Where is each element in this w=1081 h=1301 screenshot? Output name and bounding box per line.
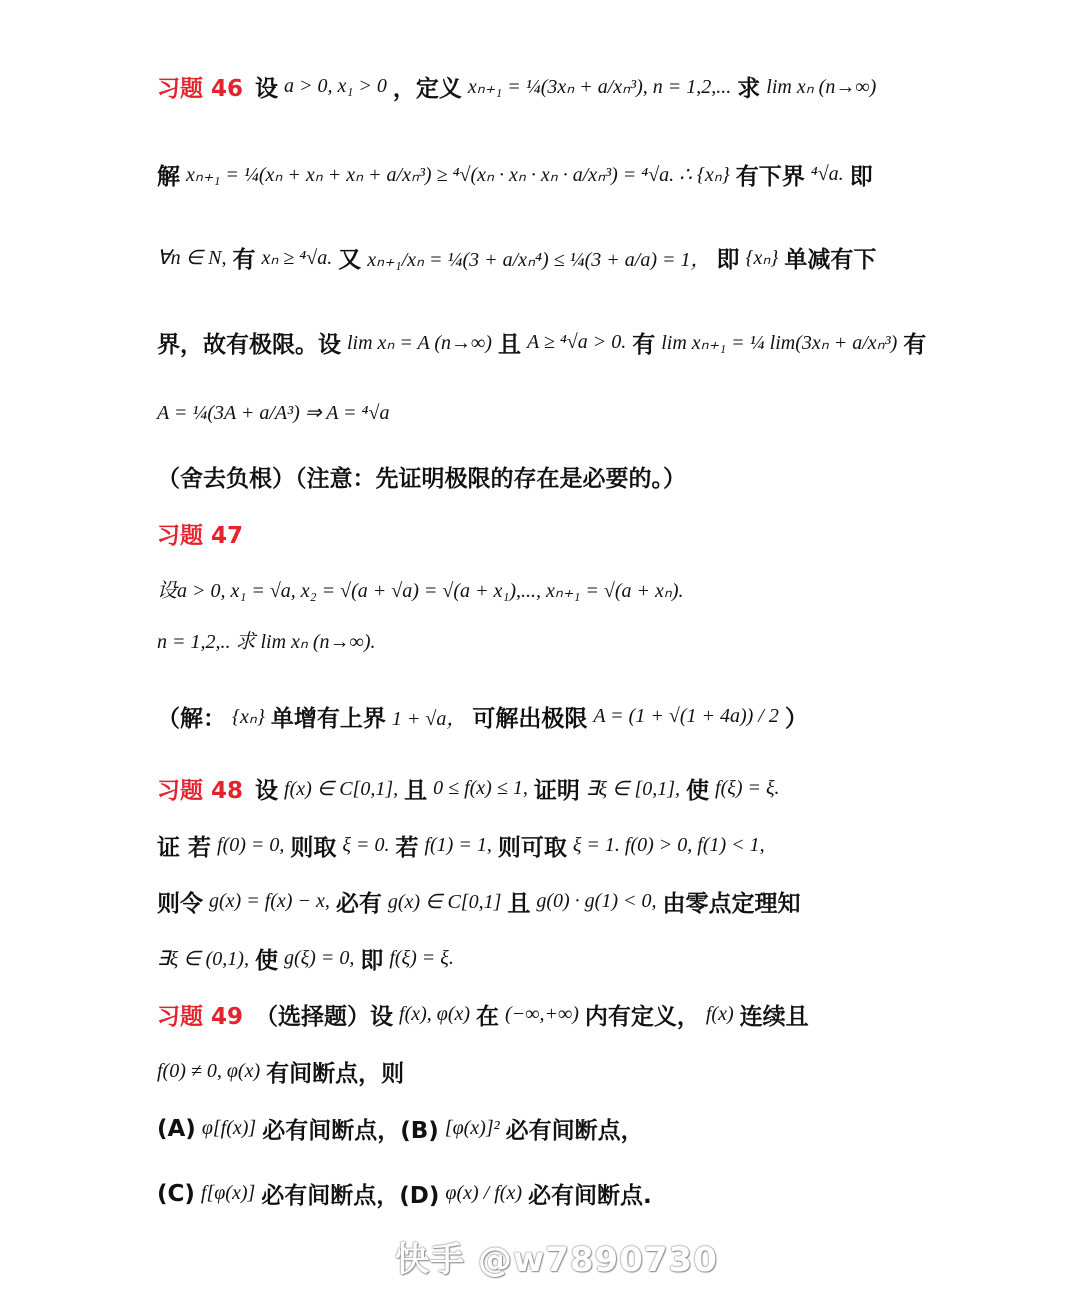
text-run: 证明	[533, 778, 580, 804]
math-expression: f(x)	[705, 1003, 734, 1025]
problem-heading: 习题 47	[157, 523, 244, 549]
text-run: 即	[716, 247, 740, 273]
text-run: 即	[849, 164, 873, 190]
p49-line-4	[157, 1177, 1041, 1210]
math-expression: g(x) ∈ C[0,1]	[387, 891, 502, 913]
p48-line-3	[157, 885, 1041, 918]
p49-line-2	[157, 1055, 1041, 1088]
p48-line-1	[157, 772, 1041, 805]
math-expression: ∀n ∈ N,	[157, 247, 227, 269]
text-run: 在	[476, 1004, 500, 1030]
text-run: （解：	[157, 706, 226, 732]
text-run: 必有间断点.	[528, 1183, 652, 1209]
text-run: 即	[360, 948, 384, 974]
p49-line-1	[157, 998, 1041, 1031]
text-run: 有	[903, 332, 927, 358]
text-run: 有下界	[735, 164, 805, 190]
text-run: ）	[784, 706, 808, 732]
text-run: （选择题）设	[255, 1004, 394, 1030]
text-run: 使	[686, 778, 710, 804]
p46-line-2	[157, 158, 1041, 191]
text-run: 内有定义，	[584, 1004, 700, 1030]
math-expression: φ[f(x)]	[201, 1117, 257, 1139]
text-run: 又	[338, 247, 362, 273]
text-run: 必有间断点，(B)	[262, 1118, 439, 1144]
p47-line-4	[157, 700, 1041, 733]
math-expression: f(0) = 0,	[217, 834, 285, 856]
text-run: 连续且	[739, 1004, 809, 1030]
math-expression: xₙ₊₁ = ¼(xₙ + xₙ + xₙ + a/xₙ³) ≥ ⁴√(xₙ · xₙ · xₙ · a/xₙ³) = ⁴√a. ∴ {xₙ}	[186, 164, 730, 186]
problem-heading: 习题 46	[157, 76, 244, 102]
p46-line-6	[157, 460, 1041, 493]
text-run: 可解出极限	[472, 706, 588, 732]
p47-line-1	[157, 517, 1041, 550]
p47-line-3	[157, 625, 1041, 654]
math-expression: a > 0, x₁ > 0	[284, 75, 387, 97]
text-run: 则令	[157, 891, 203, 917]
text-run: 则取	[290, 835, 337, 861]
p46-line-5	[157, 400, 1041, 425]
text-run: 有间断点，则	[266, 1061, 405, 1087]
text-run: 若	[395, 835, 419, 861]
p46-line-3	[157, 241, 1041, 274]
text-run: 必有	[335, 891, 382, 917]
p46-line-4	[157, 326, 1041, 359]
p46-line-1	[157, 70, 1041, 103]
text-run: 使	[254, 948, 278, 974]
math-expression: xₙ₊₁/xₙ = ¼(3 + a/xₙ⁴) ≤ ¼(3 + a/a) = 1，	[367, 249, 711, 271]
math-expression: A = (1 + √(1 + 4a)) / 2	[593, 705, 779, 727]
math-expression: f(x), φ(x)	[399, 1003, 471, 1025]
text-run: 由零点定理知	[662, 891, 801, 917]
math-expression: f(ξ) = ξ.	[715, 777, 780, 799]
text-run: ，定义	[392, 76, 462, 102]
p49-line-3	[157, 1112, 1041, 1145]
math-expression: 1 + √a，	[391, 708, 467, 730]
text-run: （舍去负根）（注意：先证明极限的存在是必要的。）	[157, 466, 686, 492]
text-run: 设	[255, 76, 279, 102]
math-expression: {xₙ}	[745, 247, 779, 269]
p48-line-4	[157, 942, 1041, 975]
text-run: 有	[232, 247, 256, 273]
text-run: (A)	[157, 1115, 196, 1142]
math-expression: {xₙ}	[232, 706, 265, 728]
text-run: 且	[507, 891, 531, 917]
text-run: (C)	[157, 1180, 195, 1207]
math-expression: f(ξ) = ξ.	[389, 947, 454, 969]
math-expression: ξ = 0.	[342, 834, 390, 856]
math-expression: ∃ξ ∈ [0,1],	[585, 778, 681, 800]
text-run: 必有间断点，(D)	[261, 1183, 440, 1209]
math-expression: xₙ₊₁ = ¼(3xₙ + a/xₙ³), n = 1,2,...	[467, 76, 732, 98]
math-expression: A ≥ ⁴√a > 0.	[526, 331, 627, 353]
math-expression: lim xₙ₊₁ = ¼ lim(3xₙ + a/xₙ³)	[661, 332, 898, 354]
math-expression: ⁴√a.	[810, 163, 844, 185]
watermark: 快手 @w7890730	[395, 1240, 718, 1280]
math-expression: φ(x) / f(x)	[445, 1182, 522, 1204]
math-expression: f(0) ≠ 0, φ(x)	[157, 1060, 261, 1082]
p48-line-2	[157, 829, 1041, 862]
math-expression: ∃ξ ∈ (0,1),	[157, 948, 249, 970]
text-run: 解	[157, 164, 180, 190]
math-expression: g(ξ) = 0,	[283, 947, 355, 969]
math-expression: n = 1,2,.. 求 lim xₙ (n→∞).	[157, 631, 376, 653]
math-expression: xₙ ≥ ⁴√a.	[261, 247, 333, 269]
math-expression: A = ¼(3A + a/A³) ⇒ A = ⁴√a	[157, 402, 390, 424]
text-run: 求	[737, 76, 761, 102]
math-expression: 0 ≤ f(x) ≤ 1,	[433, 777, 528, 799]
math-expression: [φ(x)]²	[444, 1117, 500, 1139]
text-run: 设	[255, 778, 279, 804]
text-run: 单减有下	[784, 247, 877, 273]
math-expression: 设a > 0, x₁ = √a, x₂ = √(a + √a) = √(a + x₁),..., xₙ₊₁ = √(a + xₙ).	[157, 580, 684, 602]
text-run: 且	[497, 332, 521, 358]
text-run: 且	[404, 778, 428, 804]
text-run: 证 若	[157, 835, 212, 861]
math-expression: f(1) = 1,	[424, 834, 492, 856]
math-expression: g(0) · g(1) < 0,	[536, 890, 657, 912]
problem-heading: 习题 48	[157, 778, 244, 804]
text-run: 界，故有极限。设	[157, 332, 341, 358]
math-expression: g(x) = f(x) − x,	[209, 890, 330, 912]
text-run: 单增有上界	[270, 706, 386, 732]
math-expression: (−∞,+∞)	[505, 1003, 579, 1025]
text-run: 必有间断点，	[505, 1118, 644, 1144]
math-expression: f[φ(x)]	[200, 1182, 256, 1204]
problem-heading: 习题 49	[157, 1004, 244, 1030]
text-run: 则可取	[497, 835, 567, 861]
math-expression: lim xₙ = A (n→∞)	[347, 332, 492, 354]
math-expression: f(x) ∈ C[0,1],	[284, 778, 399, 800]
text-run: 有	[632, 332, 656, 358]
math-expression: lim xₙ (n→∞)	[766, 76, 877, 98]
p47-line-2	[157, 574, 1041, 603]
math-expression: ξ = 1. f(0) > 0, f(1) < 1,	[572, 834, 765, 856]
